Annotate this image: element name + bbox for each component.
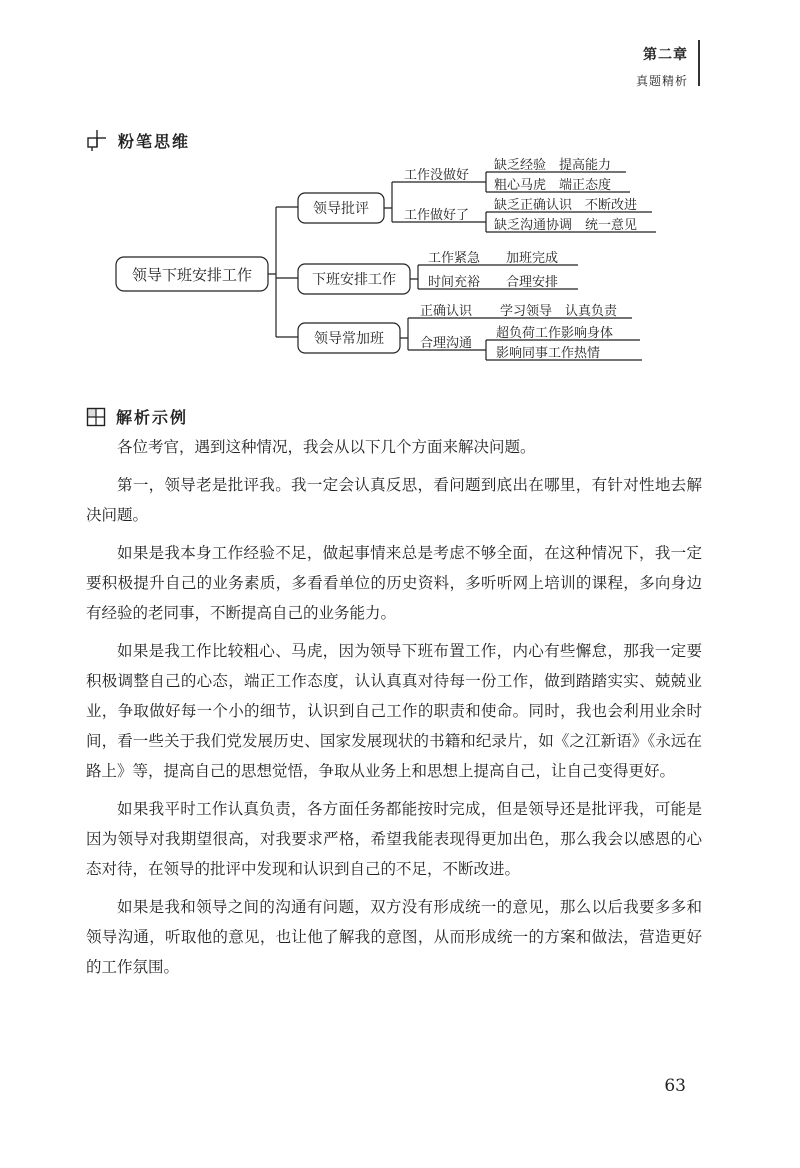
paragraph-3: 如果是我本身工作经验不足，做起事情来总是考虑不够全面，在这种情况下，我一定要积极提升自己的业务素质，多看看单位的历史资料，多听听网上培训的课程，多向身边有经验的老同事，不断提高自己的业务能力。 (86, 544, 702, 622)
branch1-sub2-leaf2: 缺乏沟通协调 统一意见 (494, 218, 638, 233)
branch3-sub2-leaf1: 超负荷工作影响身体 (496, 326, 614, 341)
paragraph-2: 第一，领导老是批评我。我一定会认真反思，看问题到底出在哪里，有针对性地去解决问题。 (86, 476, 702, 524)
branch2-leaf2: 时间充裕 合理安排 (428, 275, 559, 290)
analysis-section-title: 解析示例 (116, 408, 189, 427)
branch1-sub1-leaf1: 缺乏经验 提高能力 (494, 158, 612, 173)
branch3-sub1-leaf: 学习领导 认真负责 (500, 304, 618, 319)
chapter-subtitle: 真题精析 (635, 74, 688, 88)
branch1-sub2-label: 工作做好了 (404, 208, 470, 223)
mindmap-section-title: 粉笔思维 (118, 131, 191, 151)
branch2-leaf1: 工作紧急 加班完成 (428, 251, 559, 266)
branch1-sub1-label: 工作没做好 (404, 168, 470, 183)
branch1-label: 领导批评 (313, 201, 369, 217)
paragraph-4: 如果是我工作比较粗心、马虎，因为领导下班布置工作，内心有些懈怠，那我一定要积极调整自己的心态，端正工作态度，认认真真对待每一份工作，做到踏踏实实、兢兢业业，争取做好每一个小的细节，认识到自己工作的职责和使命。同时，我也会利用业余时间，看一些关于我们党发展历史、国家发展现状的书籍和纪录片，如《之江新语》《永远在路上》等，提高自己的思想觉悟，争取从业务上和思想上提高自己，让自己变得更好。 (86, 642, 702, 780)
paragraph-1: 各位考官，遇到这种情况，我会从以下几个方面来解决问题。 (117, 438, 536, 456)
page-number: 63 (664, 1076, 686, 1096)
branch1-sub2-leaf1: 缺乏正确认识 不断改进 (494, 198, 638, 213)
mindmap-root-label: 领导下班安排工作 (131, 266, 253, 284)
analysis-section-icon (86, 407, 106, 427)
branch1-sub1-leaf2: 粗心马虎 端正态度 (494, 178, 612, 193)
root-connector (268, 207, 298, 337)
branch3-sub2-label: 合理沟通 (420, 336, 473, 351)
mindmap-diagram (0, 0, 800, 400)
chapter-title: 第二章 (643, 47, 688, 63)
branch3-sub1-label: 正确认识 (420, 304, 473, 319)
analysis-section-header (86, 405, 188, 428)
branch3-sub2-leaf2: 影响同事工作热情 (496, 346, 601, 361)
paragraph-5: 如果我平时工作认真负责，各方面任务都能按时完成，但是领导还是批评我，可能是因为领导对我期望很高，对我要求严格，希望我能表现得更加出色，那么我会以感恩的心态对待，在领导的批评中发现和认识到自己的不足，不断改进。 (86, 800, 702, 878)
branch2-label: 下班安排工作 (312, 272, 396, 288)
branch3-label: 领导常加班 (314, 331, 384, 347)
analysis-body (86, 432, 702, 990)
paragraph-6: 如果是我和领导之间的沟通有问题，双方没有形成统一的意见，那么以后我要多多和领导沟通，听取他的意见，也让他了解我的意图，从而形成统一的方案和做法，营造更好的工作氛围。 (86, 898, 702, 976)
